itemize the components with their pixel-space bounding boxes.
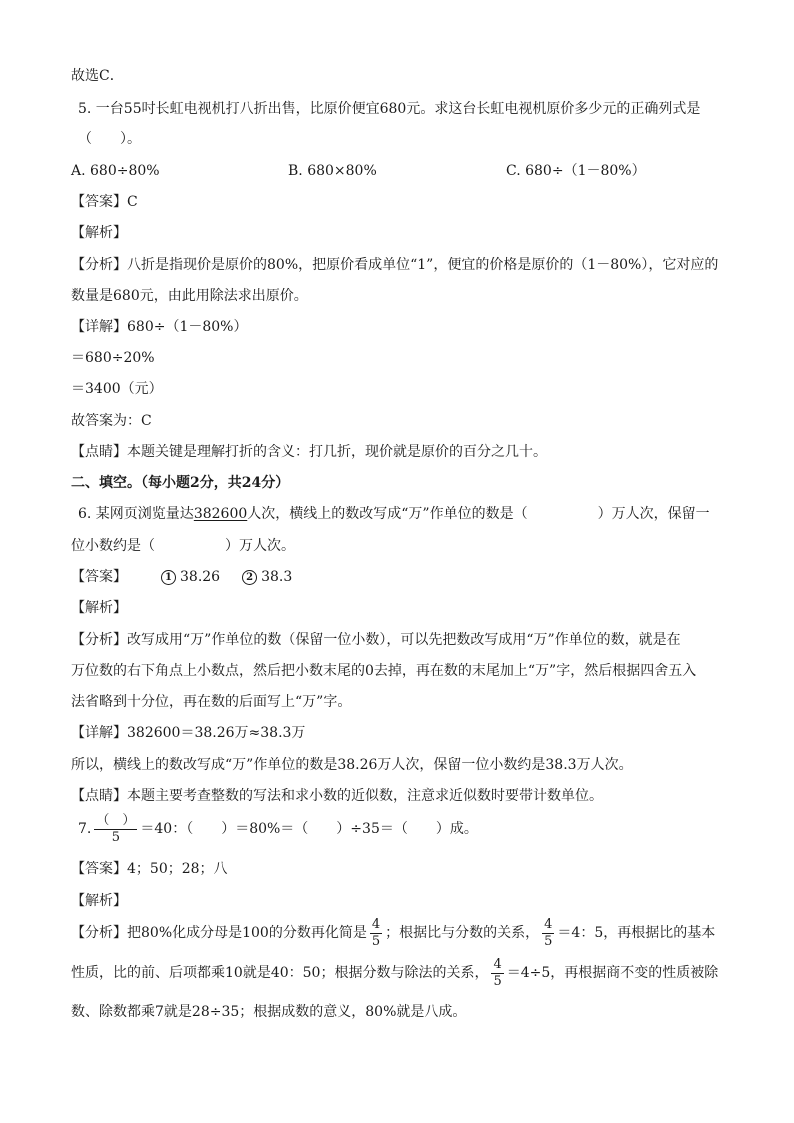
analysis-7-line3: 数、除数都乘7就是28÷35；根据成数的意义，80%就是八成。 <box>71 1004 467 1020</box>
q7-fraction-numerator: （ ） <box>96 812 136 828</box>
answer-5: 【答案】C <box>71 194 138 210</box>
fraction-4-5 <box>491 957 503 990</box>
analysis-6-line2: 万位数的右下角点上小数点，然后把小数末尾的0去掉，再在数的末尾加上“万”字，然后根据四舍五入 <box>71 663 697 679</box>
question-5-blank: （ ）。 <box>78 131 141 147</box>
q7-prefix: 7. <box>78 821 92 837</box>
fraction-denominator: 5 <box>493 973 502 989</box>
fraction-numerator: 4 <box>371 916 381 932</box>
question-6-line2: 位小数约是（ ）万人次。 <box>71 538 295 554</box>
jiexi-5: 【解析】 <box>71 225 127 241</box>
fraction-denominator: 5 <box>544 933 553 949</box>
fraction-denominator: 5 <box>371 933 381 949</box>
fraction-4-5 <box>542 917 554 950</box>
answer-6 <box>71 568 292 586</box>
analysis-6-line3: 法省略到十分位，再在数的后面写上“万”字。 <box>71 694 352 710</box>
section-heading: 二、填空。（每小题2分，共24分） <box>71 475 290 491</box>
q7-analysis-part-b: ；根据比与分数的关系， <box>385 925 540 941</box>
detail-5-line2: ＝680÷20% <box>71 350 155 366</box>
analysis-7-line2 <box>71 956 718 990</box>
q6-suffix: 人次，横线上的数改写成“万”作单位的数是（ ）万人次，保留一 <box>247 506 710 522</box>
analysis-6-line1: 【分析】改写成用“万”作单位的数（保留一位小数），可以先把数改写成用“万”作单位的数，就是在 <box>71 632 681 648</box>
detail-6: 【详解】382600＝38.26万≈38.3万 <box>71 725 306 741</box>
analysis-5-line1: 【分析】八折是指现价是原价的80%，把原价看成单位“1”，便宜的价格是原价的（1－80%），它对应的 <box>71 257 719 273</box>
q7-analysis-part-a: 【分析】把80%化成分母是100的分数再化简是 <box>71 925 367 941</box>
q7-analysis-line2-b: ＝4÷5，再根据商不变的性质被除 <box>506 965 719 981</box>
fraction-numerator: 4 <box>493 956 502 972</box>
question-7 <box>78 812 478 846</box>
jiexi-6: 【解析】 <box>71 600 127 616</box>
fraction-numerator: 4 <box>544 916 553 932</box>
answer-7: 【答案】4；50；28；八 <box>71 861 228 877</box>
q7-analysis-part-c: ＝4：5，再根据比的基本 <box>557 925 716 941</box>
text-line: 故选C． <box>71 68 124 84</box>
detail-5-line1: 【详解】680÷（1－80%） <box>71 319 248 335</box>
conclusion-5: 故答案为：C <box>71 413 152 429</box>
question-6-line1 <box>78 505 710 523</box>
q7-rest: ＝40：（ ）＝80%＝（ ）÷35＝（ ）成。 <box>140 821 478 837</box>
fraction-4-5 <box>370 917 382 950</box>
analysis-7-line1 <box>71 916 715 950</box>
question-5: 5. 一台55吋长虹电视机打八折出售，比原价便宜680元。求这台长虹电视机原价多少元的正确列式是 <box>78 101 701 117</box>
jiexi-7: 【解析】 <box>71 893 127 909</box>
so-6: 所以，横线上的数改写成“万”作单位的数是38.26万人次，保留一位小数约是38.3万人次。 <box>71 757 633 773</box>
option-b: B. 680×80% <box>288 163 377 179</box>
answer-6-value-2: 38.3 <box>261 569 293 585</box>
answer-6-value-1: 38.26 <box>180 569 221 585</box>
tip-5: 【点睛】本题关键是理解打折的含义：打几折，现价就是原价的百分之几十。 <box>71 444 547 460</box>
analysis-5-line2: 数量是680元，由此用除法求出原价。 <box>71 288 308 304</box>
answer-label: 【答案】 <box>71 569 127 585</box>
q7-fraction-denominator: 5 <box>111 829 120 845</box>
q6-prefix: 6. 某网页浏览量达 <box>78 506 194 522</box>
option-c: C. 680÷（1－80%） <box>506 163 646 179</box>
detail-5-line3: ＝3400（元） <box>71 381 163 397</box>
q7-fraction <box>94 813 137 846</box>
option-a: A. 680÷80% <box>71 163 160 179</box>
q7-analysis-line2-a: 性质，比的前、后项都乘10就是40：50；根据分数与除法的关系， <box>71 965 489 981</box>
q6-underlined-number: 382600 <box>193 506 248 522</box>
tip-6: 【点睛】本题主要考查整数的写法和求小数的近似数，注意求近似数时要带计数单位。 <box>71 788 603 804</box>
circle-2-icon: 2 <box>242 570 257 585</box>
circle-1-icon: 1 <box>161 570 176 585</box>
